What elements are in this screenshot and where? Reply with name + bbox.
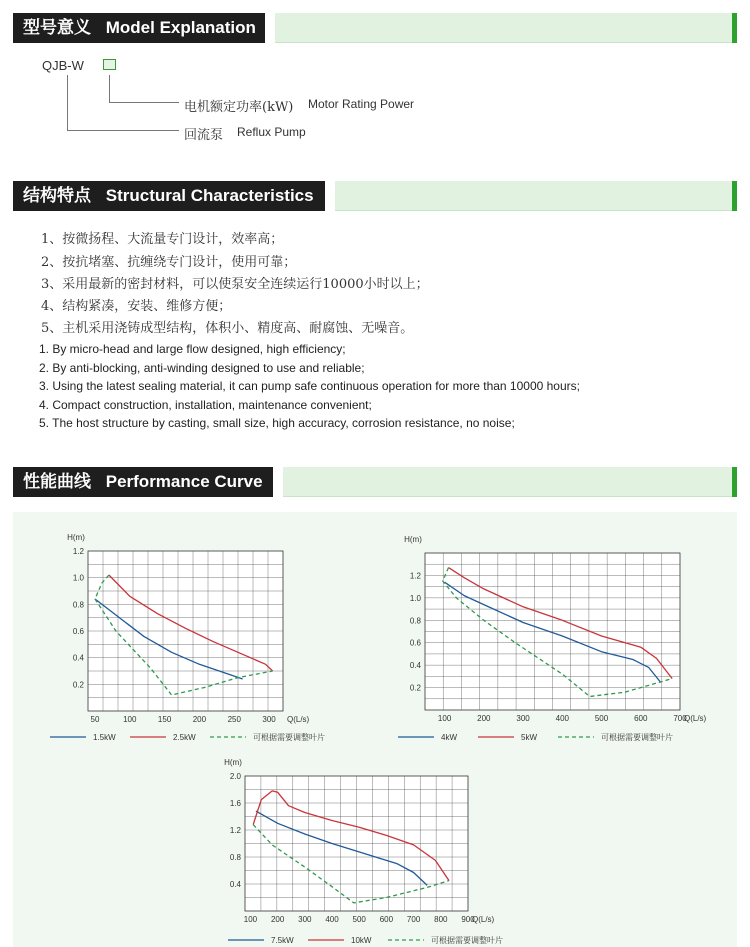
y-tick-label: 0.4	[409, 661, 421, 671]
y-axis-label: H(m)	[67, 533, 85, 542]
section-title-cn: 结构特点	[23, 186, 91, 205]
x-tick-label: 600	[379, 915, 394, 924]
y-tick-label: 0.2	[409, 683, 421, 693]
section-title-en: Structural Characteristics	[105, 186, 314, 205]
feature-en-item: 3. Using the latest sealing material, it can pump safe continuous operation for more than 10000 hours;	[39, 379, 580, 393]
legend-label: 可根据需要调整叶片	[253, 733, 325, 742]
legend-label: 2.5kW	[173, 733, 196, 742]
model-code: QJB-W	[42, 58, 84, 73]
feature-en-item: 1. By micro-head and large flow designed, high efficiency;	[39, 342, 346, 356]
x-tick-label: 500	[352, 915, 366, 924]
y-tick-label: 0.8	[72, 600, 84, 610]
x-tick-label: 900	[461, 915, 475, 924]
legend-label: 4kW	[441, 733, 457, 742]
legend-label: 5kW	[521, 733, 537, 742]
x-tick-label: 100	[123, 715, 137, 724]
feature-en-item: 4. Compact construction, installation, maintenance convenient;	[39, 398, 372, 412]
x-tick-label: 200	[192, 715, 207, 724]
y-tick-label: 1.2	[72, 547, 84, 556]
y-tick-label: 0.6	[72, 627, 84, 636]
feature-cn-item: 5、主机采用浇铸成型结构，体积小、精度高、耐腐蚀、无噪音。	[41, 321, 414, 336]
y-tick-label: 0.8	[229, 853, 241, 862]
x-tick-label: 200	[270, 915, 285, 924]
power-label-cn: 电机额定功率(kW)	[184, 100, 294, 115]
x-tick-label: 150	[157, 715, 172, 724]
y-axis-label: H(m)	[404, 535, 422, 544]
y-tick-label: 0.2	[72, 680, 84, 690]
legend-label: 可根据需要调整叶片	[431, 936, 503, 945]
legend-label: 可根据需要调整叶片	[601, 733, 673, 742]
x-tick-label: 700	[673, 714, 687, 723]
x-axis-label: Q(L/s)	[472, 915, 495, 924]
section-title-en: Model Explanation	[105, 18, 256, 37]
x-tick-label: 300	[516, 714, 530, 723]
y-tick-label: 2.0	[229, 772, 241, 781]
feature-en-item: 2. By anti-blocking, anti-winding designed to use and reliable;	[39, 361, 365, 375]
x-tick-label: 700	[406, 915, 421, 924]
x-tick-label: 200	[477, 714, 491, 723]
section-title-en: Performance Curve	[105, 472, 263, 491]
x-tick-label: 250	[227, 715, 241, 724]
x-tick-label: 400	[325, 915, 339, 924]
x-tick-label: 300	[298, 915, 312, 924]
feature-en-item: 5. The host structure by casting, small size, high accuracy, corrosion resistance, no noise;	[39, 416, 515, 430]
y-axis-label: H(m)	[224, 758, 242, 767]
x-axis-label: Q(L/s)	[287, 715, 310, 724]
feature-cn-item: 4、结构紧凑，安装、维修方便；	[41, 299, 232, 314]
x-tick-label: 800	[434, 915, 448, 924]
legend-label: 1.5kW	[93, 733, 116, 742]
y-tick-label: 1.6	[229, 799, 241, 808]
x-tick-label: 100	[437, 714, 452, 723]
power-label-en: Motor Rating Power	[308, 97, 415, 111]
x-tick-label: 400	[555, 714, 569, 723]
y-tick-label: 1.2	[229, 826, 241, 835]
pump-label-cn: 回流泵	[184, 128, 224, 143]
x-tick-label: 600	[634, 714, 648, 723]
feature-cn-item: 1、按微扬程、大流量专门设计，效率高；	[41, 232, 284, 247]
y-tick-label: 0.4	[229, 880, 241, 889]
legend-label: 10kW	[351, 936, 372, 945]
legend-label: 7.5kW	[271, 936, 294, 945]
y-tick-label: 0.4	[72, 653, 84, 663]
y-tick-label: 0.8	[409, 616, 421, 626]
y-tick-label: 1.0	[72, 573, 84, 583]
section-title-cn: 型号意义	[23, 18, 91, 37]
x-tick-label: 300	[262, 715, 276, 724]
x-tick-label: 50	[90, 715, 100, 724]
x-tick-label: 100	[243, 915, 258, 924]
pump-label-en: Reflux Pump	[237, 125, 306, 139]
section-title-cn: 性能曲线	[23, 472, 91, 491]
y-tick-label: 1.0	[409, 593, 421, 603]
chart-2	[398, 553, 680, 737]
feature-cn-item: 2、按抗堵塞、抗缠绕专门设计，使用可靠；	[41, 255, 297, 270]
x-axis-label: Q(L/s)	[684, 714, 707, 723]
y-tick-label: 1.2	[409, 571, 421, 581]
chart-1	[50, 551, 283, 737]
x-tick-label: 500	[594, 714, 609, 723]
chart-3	[228, 776, 468, 940]
y-tick-label: 0.6	[409, 638, 421, 648]
feature-cn-item: 3、采用最新的密封材料，可以使泵安全连续运行10000小时以上；	[41, 277, 429, 292]
